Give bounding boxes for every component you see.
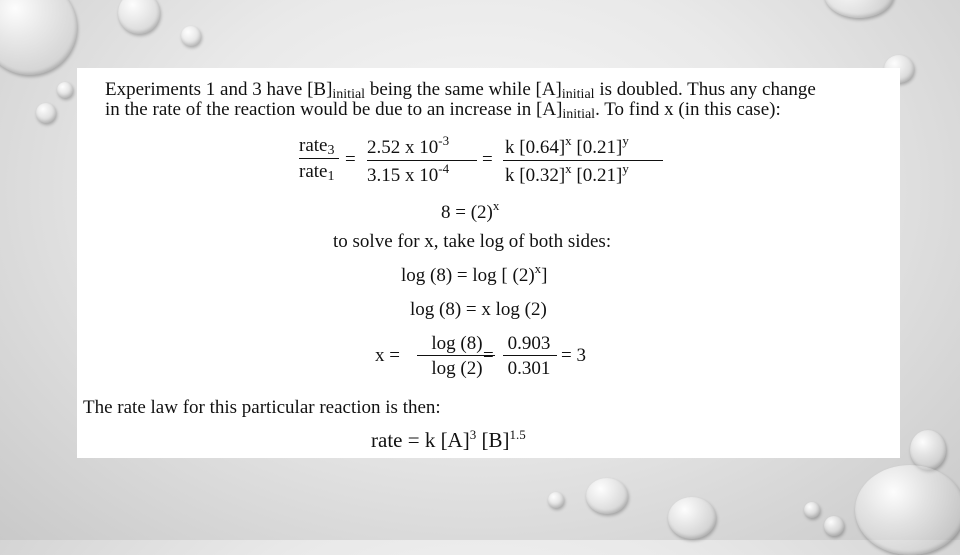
fraction-bar <box>367 160 477 161</box>
conclusion-text: The rate law for this particular reaction is then: <box>83 397 441 418</box>
water-drop <box>855 465 960 555</box>
rate-values-denominator: 3.15 x $10^{-4}$ <box>367 161 450 186</box>
intro-line-2 <box>105 99 781 122</box>
water-drop <box>910 430 946 470</box>
log2-denominator: log (2) <box>431 358 483 379</box>
intro-line-1 <box>105 79 816 102</box>
water-drop <box>668 497 716 539</box>
water-drop <box>824 516 844 536</box>
equation-panel <box>77 68 900 458</box>
fraction-bar <box>299 158 339 159</box>
decimal-numerator: 0.903 <box>507 333 551 354</box>
log-equation-1: log (8) = log [ $(2)^x$] <box>401 261 548 286</box>
x-lhs: x = <box>375 345 400 366</box>
water-drop <box>586 478 628 514</box>
subscript: initial <box>332 87 366 102</box>
water-drop <box>181 26 201 46</box>
intro-text: being the same while [A] <box>369 79 562 100</box>
intro-text: in the rate of the reaction would be due to an increase in [A] <box>105 99 563 120</box>
fraction-bar <box>503 160 663 161</box>
water-drop <box>0 0 77 75</box>
log-equation-2: log (8) = x log (2) <box>410 299 547 320</box>
intro-text: is doubled. Thus any change <box>599 79 816 100</box>
water-drop <box>57 82 73 98</box>
log8-numerator: log (8) <box>431 333 483 354</box>
rate-values-numerator: 2.52 x $10^{-3}$ <box>367 133 450 158</box>
equals-sign: = <box>483 345 494 366</box>
water-drop <box>118 0 160 34</box>
water-drop <box>804 502 820 518</box>
subscript: initial <box>562 107 596 122</box>
water-drop <box>36 103 56 123</box>
decimal-denominator: 0.301 <box>507 358 551 379</box>
eight-equation: $8 = (2)^x$ <box>441 198 500 223</box>
equals-sign: = <box>345 149 356 170</box>
rate3-label: rate3 <box>299 135 335 158</box>
intro-text: Experiments 1 and 3 have [B] <box>105 79 333 100</box>
rate-law-final: rate = k $[A]^3$ $[B]^{1.5}$ <box>371 427 526 452</box>
fraction-bar <box>503 355 557 356</box>
subscript: initial <box>561 87 595 102</box>
rate1-label: rate1 <box>299 161 335 184</box>
rate-law-numerator: k $[0.64]^x$ $[0.21]^y$ <box>505 133 629 158</box>
intro-text: . To find x (in this case): <box>595 99 781 120</box>
water-drop <box>824 0 894 18</box>
x-result: = 3 <box>561 345 586 366</box>
water-drop <box>548 492 564 508</box>
solve-instruction: to solve for x, take log of both sides: <box>333 231 612 252</box>
equals-sign: = <box>482 149 493 170</box>
rate-law-denominator: k $[0.32]^x$ $[0.21]^y$ <box>505 161 629 186</box>
